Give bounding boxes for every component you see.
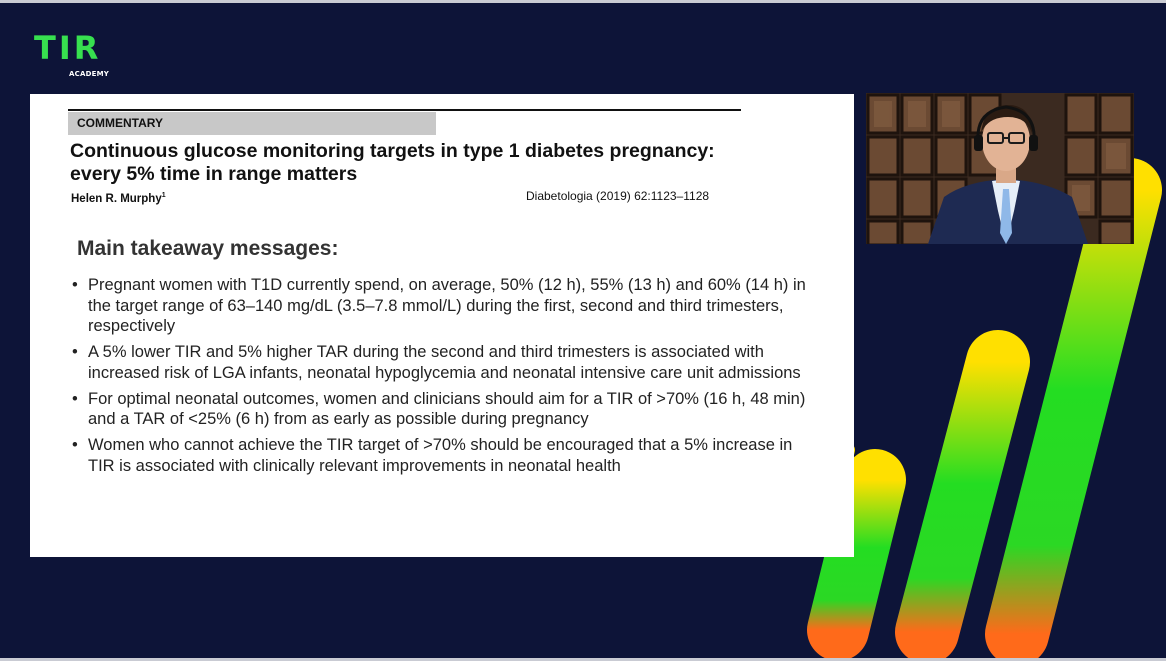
bullet-text: Women who cannot achieve the TIR target of >70% should be encouraged that a 5% increase in TIR is associated with clinically relevant improvements in neonatal health: [88, 435, 793, 475]
takeaway-bullet: [72, 275, 812, 337]
logo-subtitle: ACADEMY: [69, 70, 109, 78]
bullet-text: Pregnant women with T1D currently spend, on average, 50% (12 h), 55% (13 h) and 60% (14 h) in the target range of 63–140 mg/dL (3.5–7.8 mmol/L) during the first, second and third trimesters, respectively: [88, 276, 806, 336]
bullet-marker: •: [72, 343, 78, 362]
gradient-bar-large-1: [1017, 190, 1130, 634]
section-label: COMMENTARY: [77, 116, 163, 130]
takeaway-bullet: [72, 389, 812, 430]
takeaway-bullet: [72, 342, 812, 383]
presenter-webcam-feed: [866, 93, 1134, 244]
logo-wordmark: TIR: [34, 29, 102, 67]
header-rule: [68, 109, 741, 111]
presenter-video-frame: [866, 93, 1134, 244]
paper-title: Continuous glucose monitoring targets in type 1 diabetes pregnancy: every 5% time in range matters: [70, 140, 715, 185]
bullet-text: A 5% lower TIR and 5% higher TAR during the second and third trimesters is associated with increased risk of LGA infants, neonatal hypoglycemia and neonatal intensive care unit admissions: [88, 343, 801, 382]
takeaway-bullet: [72, 435, 812, 476]
bullet-marker: •: [72, 276, 78, 294]
gradient-bar-large-2: [927, 362, 998, 632]
author-affiliation-mark: 1: [161, 192, 166, 199]
author-name: Helen R. Murphy: [71, 192, 162, 205]
takeaway-heading: Main takeaway messages:: [77, 237, 339, 260]
journal-citation: Diabetologia (2019) 62:1123–1128: [526, 189, 710, 203]
section-banner: [68, 112, 436, 135]
bullet-marker: •: [72, 389, 78, 408]
presentation-slide: [30, 94, 854, 557]
bullet-marker: •: [72, 435, 78, 454]
paper-author: [71, 192, 166, 205]
bullet-text: For optimal neonatal outcomes, women and clinicians should aim for a TIR of >70% (16 h, 48 min) and a TAR of <25% (6 h) from as early as possible during pregnancy: [88, 389, 806, 429]
tir-academy-logo: [34, 30, 114, 82]
takeaway-list: [72, 275, 812, 481]
